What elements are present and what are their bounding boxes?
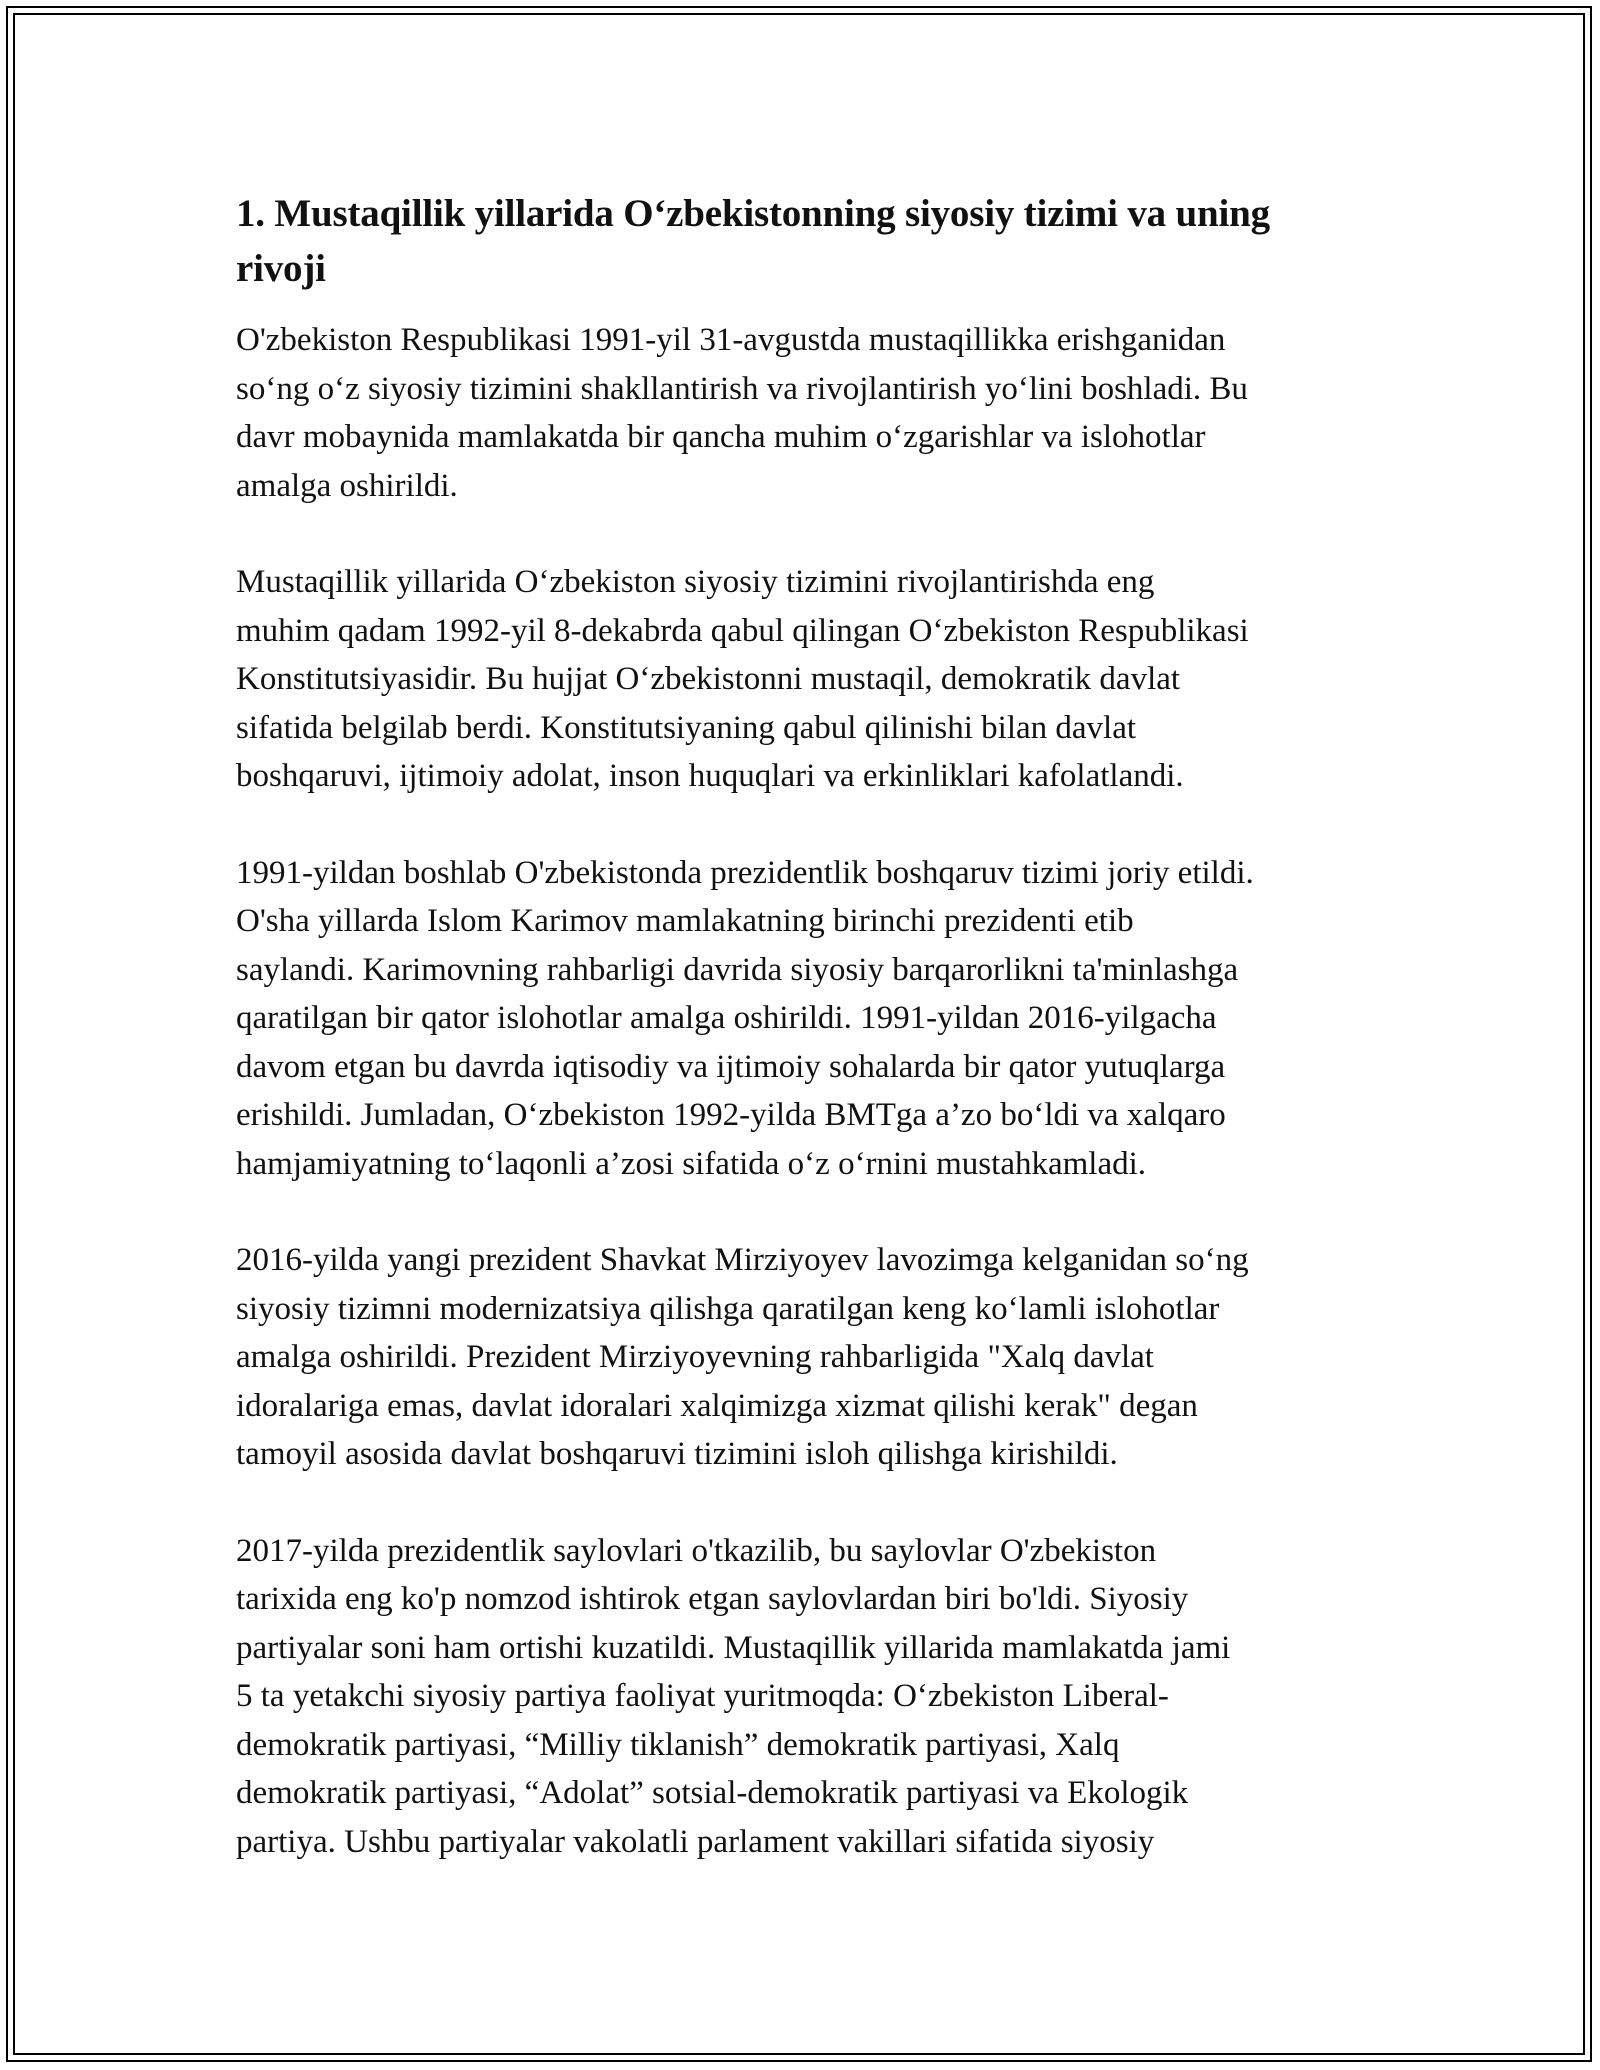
document-body xyxy=(236,186,1371,1914)
paragraph-line: demokratik partiyasi, “Adolat” sotsial-demokratik partiyasi va Ekologik xyxy=(236,1775,1189,1811)
paragraph-line: sifatida belgilab berdi. Konstitutsiyaning qabul qilinishi bilan davlat xyxy=(236,709,1137,746)
paragraph-line: davr mobaynida mamlakatda bir qancha muhim o‘zgarishlar va islohotlar xyxy=(236,419,1206,455)
paragraph-line: 2017-yilda prezidentlik saylovlari o'tkazilib, bu saylovlar O'zbekiston xyxy=(236,1532,1157,1569)
paragraph-line: O'zbekiston Respublikasi 1991-yil 31-avgustda mustaqillikka erishganidan xyxy=(236,322,1226,358)
paragraph-line: so‘ng o‘z siyosiy tizimini shakllantirish va rivojlantirish yo‘lini boshladi. Bu xyxy=(236,370,1248,407)
paragraph-line: idoralariga emas, davlat idoralari xalqimizga xizmat qilishi kerak" degan xyxy=(236,1387,1198,1424)
paragraph-elections xyxy=(236,1527,1371,1867)
paragraph-line: 5 ta yetakchi siyosiy partiya faoliyat yuritmoqda: O‘zbekiston Liberal- xyxy=(236,1678,1169,1714)
heading-line: 1. Mustaqillik yillarida O‘zbekistonning siyosiy tizimi va uning xyxy=(236,192,1270,235)
paragraph-constitution xyxy=(236,558,1371,801)
paragraph-line: demokratik partiyasi, “Milliy tiklanish” demokratik partiyasi, Xalq xyxy=(236,1726,1120,1763)
paragraph-reforms xyxy=(236,1236,1371,1479)
paragraph-line: davom etgan bu davrda iqtisodiy va ijtimoiy sohalarda bir qator yutuqlarga xyxy=(236,1048,1226,1085)
heading-line: rivoji xyxy=(236,247,326,290)
paragraph-line: amalga oshirildi. xyxy=(236,467,458,504)
paragraph-line: qaratilgan bir qator islohotlar amalga oshirildi. 1991-yildan 2016-yilgacha xyxy=(236,1000,1217,1036)
paragraph-line: amalga oshirildi. Prezident Mirziyoyevning rahbarligida "Xalq davlat xyxy=(236,1339,1154,1375)
document-heading xyxy=(236,186,1371,296)
paragraph-line: siyosiy tizimni modernizatsiya qilishga qaratilgan keng ko‘lamli islohotlar xyxy=(236,1290,1220,1327)
paragraph-line: boshqaruvi, ijtimoiy adolat, inson huquqlari va erkinliklari kafolatlandi. xyxy=(236,758,1184,794)
paragraph-line: erishildi. Jumladan, O‘zbekiston 1992-yilda BMTga a’zo bo‘ldi va xalqaro xyxy=(236,1097,1226,1133)
paragraph-line: O'sha yillarda Islom Karimov mamlakatning birinchi prezidenti etib xyxy=(236,903,1134,939)
paragraph-line: hamjamiyatning to‘laqonli a’zosi sifatida o‘z o‘rnini mustahkamladi. xyxy=(236,1145,1147,1182)
paragraph-line: 1991-yildan boshlab O'zbekistonda prezidentlik boshqaruv tizimi joriy etildi. xyxy=(236,854,1254,891)
paragraph-presidency xyxy=(236,849,1371,1189)
paragraph-line: saylandi. Karimovning rahbarligi davrida siyosiy barqarorlikni ta'minlashga xyxy=(236,951,1239,988)
paragraph-line: Mustaqillik yillarida O‘zbekiston siyosiy tizimini rivojlantirishda eng xyxy=(236,564,1155,600)
paragraph-line: muhim qadam 1992-yil 8-dekabrda qabul qilingan O‘zbekiston Respublikasi xyxy=(236,612,1249,649)
paragraph-independence xyxy=(236,316,1371,510)
paragraph-line: Konstitutsiyasidir. Bu hujjat O‘zbekistonni mustaqil, demokratik davlat xyxy=(236,661,1181,697)
paragraph-line: partiyalar soni ham ortishi kuzatildi. Mustaqillik yillarida mamlakatda jami xyxy=(236,1629,1231,1666)
paragraph-line: tamoyil asosida davlat boshqaruvi tizimini isloh qilishga kirishildi. xyxy=(236,1436,1118,1472)
paragraph-line: tarixida eng ko'p nomzod ishtirok etgan saylovlardan biri bo'ldi. Siyosiy xyxy=(236,1581,1189,1617)
paragraph-line: partiya. Ushbu partiyalar vakolatli parlament vakillari sifatida siyosiy xyxy=(236,1823,1155,1860)
paragraph-line: 2016-yilda yangi prezident Shavkat Mirziyoyev lavozimga kelganidan so‘ng xyxy=(236,1242,1249,1278)
